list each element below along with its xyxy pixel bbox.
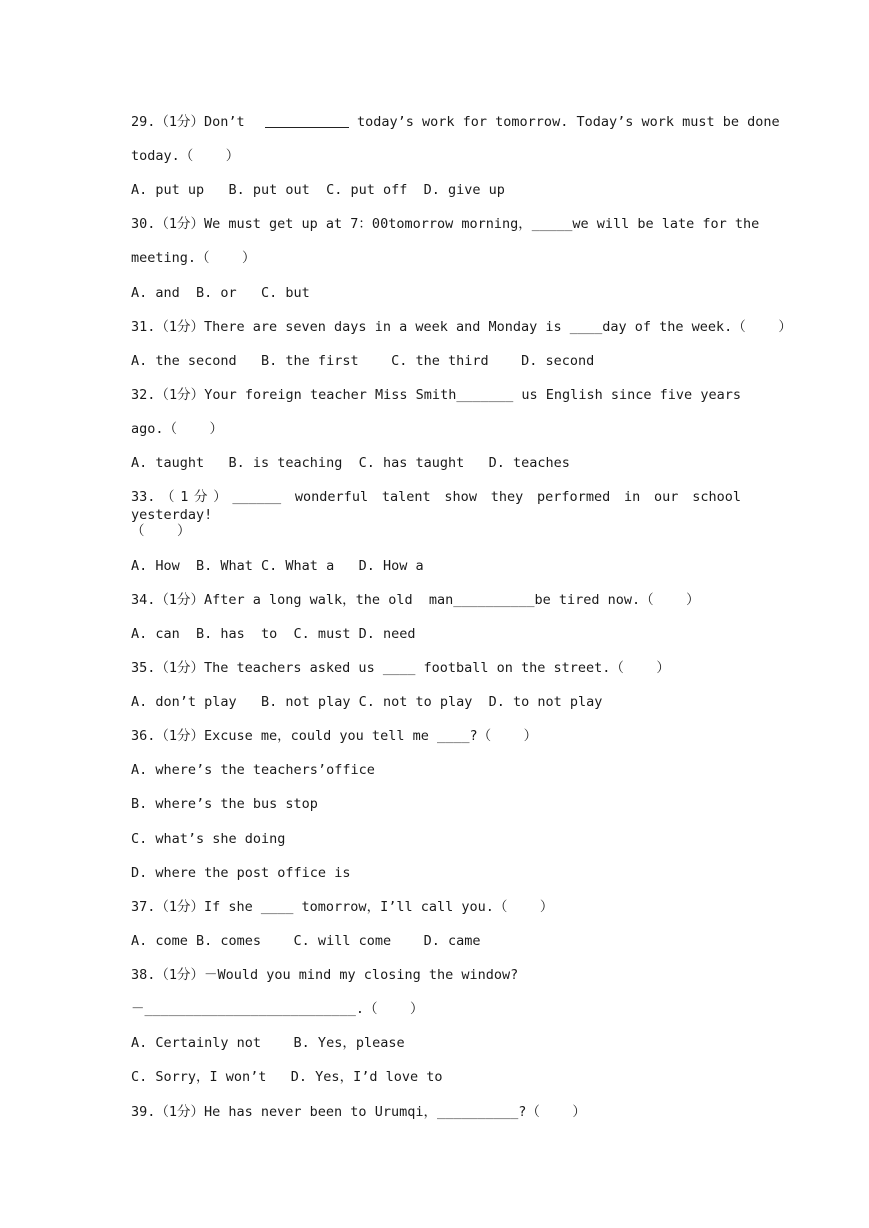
question-39-stem: 39.（1分）He has never been to Urumqi，__________?（ ）	[131, 1104, 586, 1120]
question-35-stem: 35.（1分）The teachers asked us ____ football on the street.（ ）	[131, 660, 670, 676]
question-38-stem: 38.（1分）－Would you mind my closing the window?	[131, 967, 519, 983]
question-29-options: A. put up B. put out C. put off D. give up	[131, 182, 505, 198]
question-33-stem-cont: （ ）	[131, 523, 191, 539]
question-34-options: A. can B. has to C. must D. need	[131, 626, 416, 642]
question-30-stem: 30.（1分）We must get up at 7：00tomorrow morning，_____we will be late for the	[131, 216, 760, 232]
question-36-option-b: B. where’s the bus stop	[131, 796, 318, 812]
question-31-options: A. the second B. the first C. the third D. second	[131, 353, 595, 369]
question-29-stem-cont: today.（ ）	[131, 148, 240, 164]
question-32-stem: 32.（1分）Your foreign teacher Miss Smith_______ us English since five years	[131, 387, 741, 403]
question-36-option-c: C. what’s she doing	[131, 831, 286, 847]
question-32-stem-cont: ago.（ ）	[131, 421, 224, 437]
question-32-options: A. taught B. is teaching C. has taught D. teaches	[131, 455, 570, 471]
question-33-options: A. How B. What C. What a D. How a	[131, 558, 424, 574]
question-31-stem: 31.（1分）There are seven days in a week and Monday is ____day of the week.（ ）	[131, 319, 792, 335]
question-29-blank	[265, 127, 349, 128]
question-29-stem-start: 29.（1分）Don’t	[131, 114, 245, 130]
question-38-options-cd: C. Sorry，I won’t D. Yes，I’d love to	[131, 1069, 443, 1085]
question-30-stem-cont: meeting.（ ）	[131, 250, 256, 266]
question-30-options: A. and B. or C. but	[131, 285, 310, 301]
question-29-stem-end: today’s work for tomorrow. Today’s work must be done	[357, 114, 780, 130]
question-37-options: A. come B. comes C. will come D. came	[131, 933, 481, 949]
question-36-option-a: A. where’s the teachers’office	[131, 762, 375, 778]
question-36-stem: 36.（1分）Excuse me，could you tell me ____?（ ）	[131, 728, 538, 744]
question-38-answer-line: －__________________________.（ ）	[131, 1001, 424, 1017]
question-36-option-d: D. where the post office is	[131, 865, 351, 881]
question-34-stem: 34.（1分）After a long walk，the old man__________be tired now.（ ）	[131, 592, 700, 608]
question-37-stem: 37.（1分）If she ____ tomorrow，I’ll call you.（ ）	[131, 899, 554, 915]
question-33-stem: 33.（1分）______ wonderful talent show they performed in our school yesterday!	[131, 489, 741, 523]
question-35-options: A. don’t play B. not play C. not to play D. to not play	[131, 694, 603, 710]
question-38-options-ab: A. Certainly not B. Yes，please	[131, 1035, 405, 1051]
